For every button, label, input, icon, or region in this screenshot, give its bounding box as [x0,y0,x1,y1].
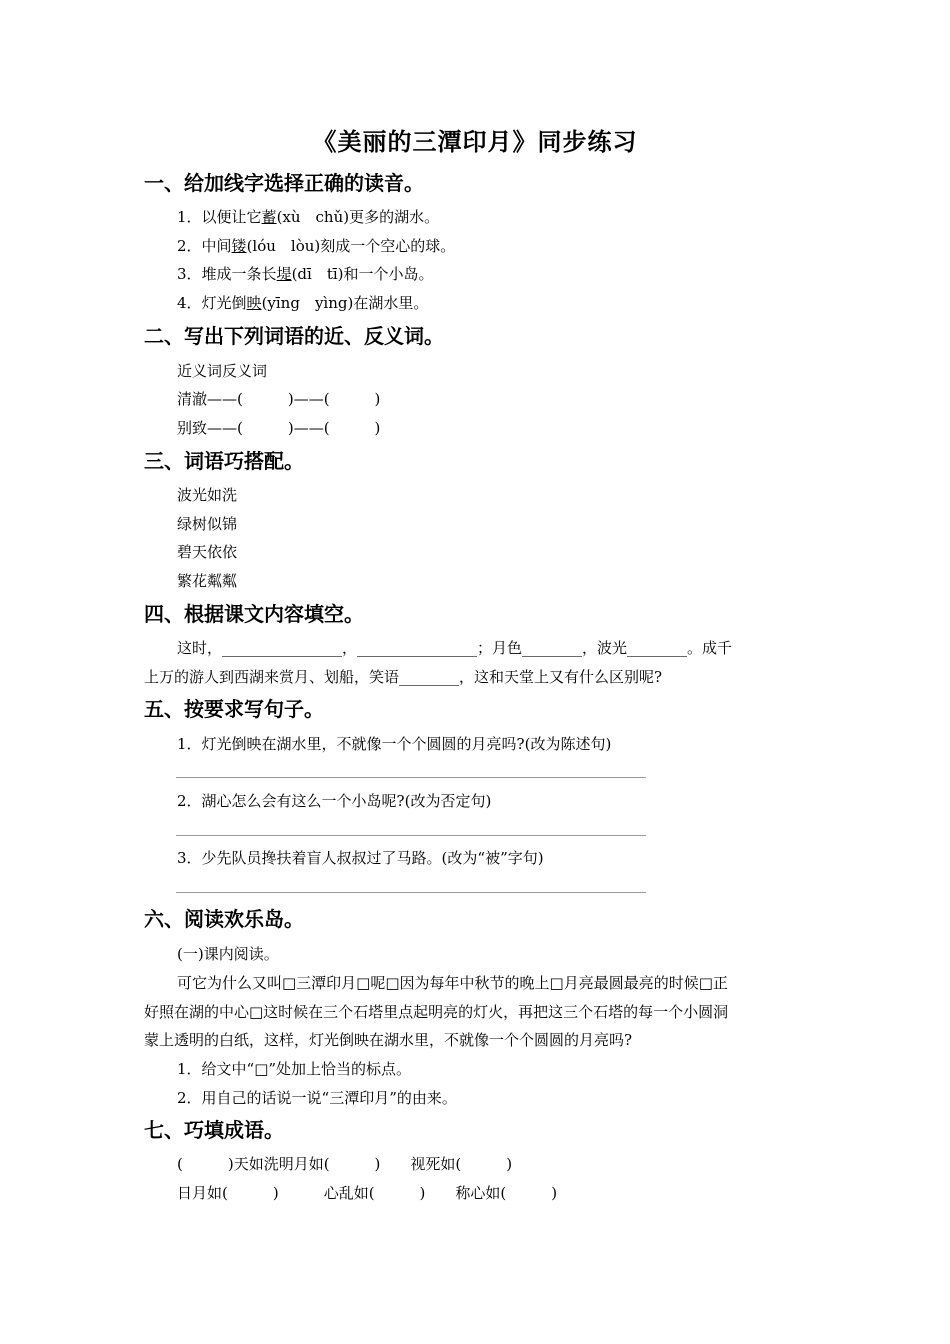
s1-q3-options: (dī tī)和一个小岛。 [291,265,434,283]
s7-row-1: ( )天如洗明月如( ) 视死如( ) [177,1155,513,1173]
s1-question-2 [177,236,455,256]
answer-line [176,777,646,778]
s5-question-2: 2．湖心怎么会有这么一个小岛呢?(改为否定句) [177,792,492,810]
s1-question-4 [177,293,428,313]
s1-q4-text: 4．灯光倒 [177,294,247,312]
s3-item: 碧天依依 [177,543,238,561]
s5-question-1: 1．灯光倒映在湖水里，不就像一个个圆圆的月亮吗?(改为陈述句) [177,735,612,753]
s1-q1-underlined: 蓄 [261,208,277,226]
answer-line [176,892,646,893]
s3-item: 波光如洗 [177,486,238,504]
s1-question-1 [177,207,439,227]
section-4-heading: 四、根据课文内容填空。 [144,602,364,626]
s6-question-2: 2．用自己的话说一说“三潭印月”的由来。 [177,1089,457,1107]
s1-q3-text: 3．堆成一条长 [177,265,277,283]
s1-q3-underlined: 堤 [276,265,292,283]
s5-question-3: 3．少先队员搀扶着盲人叔叔过了马路。(改为“被”字句) [177,849,544,867]
s1-q2-underlined: 镂 [231,237,247,255]
section-1-heading: 一、给加线字选择正确的读音。 [144,171,424,195]
page-title: 《美丽的三潭印月》同步练习 [312,128,638,156]
s6-passage-line-3: 蒙上透明的白纸，这样，灯光倒映在湖水里，不就像一个个圆圆的月亮吗? [144,1031,633,1049]
s6-question-1: 1．给文中“□”处加上恰当的标点。 [177,1060,412,1078]
s4-line-2: 上万的游人到西湖来赏月、划船，笑语________，这和天堂上又有什么区别呢? [144,668,663,686]
s2-row-1: 清澈——( )——( ) [177,390,381,408]
s2-header: 近义词反义词 [177,362,268,380]
section-2-heading: 二、写出下列词语的近、反义词。 [144,324,444,348]
s1-question-3 [177,264,434,284]
s4-line-1: 这时，________________，________________；月色________，波光________。成千 [177,639,733,657]
section-3-heading: 三、词语巧搭配。 [144,449,304,473]
s6-passage-line-2: 好照在湖的中心□这时候在三个石塔里点起明亮的灯火，再把这三个石塔的每一个小圆洞 [144,1003,729,1021]
s1-q4-options: (yīng yìng)在湖水里。 [261,294,429,312]
section-6-heading: 六、阅读欢乐岛。 [144,907,304,931]
s2-row-2: 别致——( )——( ) [177,419,381,437]
s3-item: 繁花粼粼 [177,572,238,590]
answer-line [176,835,646,836]
s6-passage-line-1: 可它为什么又叫□三潭印月□呢□因为每年中秋节的晚上□月亮最圆最亮的时候□正 [177,974,728,992]
s1-q2-options: (lóu lòu)刻成一个空心的球。 [246,237,456,255]
section-7-heading: 七、巧填成语。 [144,1118,284,1142]
s1-q4-underlined: 映 [246,294,262,312]
s6-subheading: (一)课内阅读。 [177,945,279,963]
section-5-heading: 五、按要求写句子。 [144,697,324,721]
s7-row-2: 日月如( ) 心乱如( ) 称心如( ) [177,1184,558,1202]
s1-q1-options: (xù chǔ)更多的湖水。 [276,208,440,226]
s1-q2-text: 2．中间 [177,237,232,255]
s3-item: 绿树似锦 [177,515,238,533]
s1-q1-text: 1．以便让它 [177,208,262,226]
